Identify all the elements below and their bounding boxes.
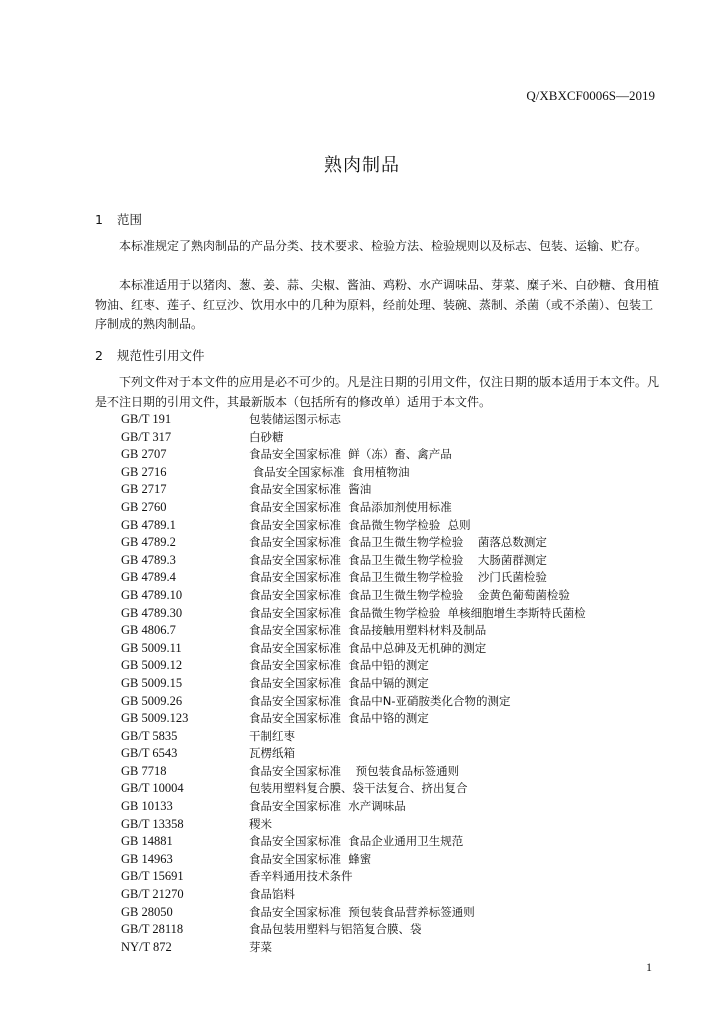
reference-code: GB 5009.12: [121, 658, 183, 673]
reference-item: [121, 464, 586, 482]
reference-item: [121, 517, 586, 535]
reference-code: GB 4789.1: [121, 517, 176, 532]
reference-name: 食品安全国家标准 食品卫生微生物学检验 金黄色葡萄菌检验: [249, 587, 570, 602]
reference-item: [121, 657, 586, 675]
reference-code: GB/T 21270: [121, 887, 184, 902]
reference-code: GB 28050: [121, 904, 173, 919]
reference-name: 食品安全国家标准 水产调味品: [249, 799, 406, 814]
reference-item: [121, 798, 586, 816]
reference-code: GB/T 10004: [121, 781, 184, 796]
reference-name: 食品安全国家标准 食品卫生微生物学检验 大肠菌群测定: [249, 552, 547, 567]
reference-name: 食品安全国家标准 食品微生物学检验 总则: [249, 517, 471, 532]
reference-item: [121, 640, 586, 658]
reference-name: 食品安全国家标准 食品接触用塑料材料及制品: [249, 623, 487, 638]
reference-code: NY/T 872: [121, 939, 172, 954]
reference-item: [121, 605, 586, 623]
reference-name: 食品安全国家标准 蜂蜜: [249, 851, 372, 866]
reference-name: 食品安全国家标准 食品中总砷及无机砷的测定: [249, 640, 487, 655]
reference-code: GB 14881: [121, 834, 173, 849]
reference-code: GB/T 15691: [121, 869, 184, 884]
reference-item: [121, 728, 586, 746]
reference-list: [121, 411, 586, 956]
reference-code: GB 14963: [121, 851, 173, 866]
reference-name: 食品馅料: [249, 887, 295, 902]
reference-code: GB 2760: [121, 499, 167, 514]
reference-code: GB 4789.10: [121, 587, 183, 602]
reference-item: [121, 499, 586, 517]
reference-name: 香辛料通用技术条件: [249, 869, 353, 884]
reference-item: [121, 939, 586, 957]
reference-name: 食品安全国家标准 食品中铅的测定: [249, 658, 429, 673]
reference-item: [121, 763, 586, 781]
reference-code: GB 2717: [121, 482, 167, 497]
section-1-heading: [95, 210, 142, 228]
reference-item: [121, 816, 586, 834]
reference-name: 食品安全国家标准 食品中N-亚硝胺类化合物的测定: [249, 693, 511, 708]
reference-item: [121, 710, 586, 728]
reference-name: 食品安全国家标准 食品卫生微生物学检验 菌落总数测定: [249, 535, 547, 550]
reference-code: GB 4806.7: [121, 623, 176, 638]
reference-item: [121, 622, 586, 640]
reference-item: [121, 921, 586, 939]
reference-code: GB/T 5835: [121, 728, 178, 743]
reference-code: GB/T 13358: [121, 816, 184, 831]
page-number: 1: [646, 960, 652, 974]
reference-code: GB/T 317: [121, 429, 172, 444]
reference-item: [121, 868, 586, 886]
reference-name: 包装储运图示标志: [249, 412, 341, 426]
reference-item: [121, 886, 586, 904]
reference-name: 食品安全国家标准 食品微生物学检验 单核细胞增生李斯特氏菌检: [249, 605, 586, 620]
standard-code: Q/XBXCF0006S—2019: [526, 88, 655, 103]
reference-name: 食品安全国家标准 食品卫生微生物学检验 沙门氏菌检验: [249, 570, 547, 585]
reference-item: [121, 693, 586, 711]
scope-paragraph-2: 本标准适用于以猪肉、葱、姜、蒜、尖椒、酱油、鸡粉、水产调味品、芽菜、糜子米、白砂糖、食用植物油、红枣、莲子、红豆沙、饮用水中的几种为原料，经前处理、装碗、蒸制、杀菌（或不杀菌）、包装工序制成的熟肉制品。: [95, 278, 660, 331]
scope-paragraph-1: 本标准规定了熟肉制品的产品分类、技术要求、检验方法、检验规则以及标志、包装、运输、贮存。: [119, 239, 648, 253]
reference-code: GB 4789.30: [121, 605, 183, 620]
reference-code: GB 2716: [121, 464, 167, 479]
reference-name: 食品安全国家标准 食品中铬的测定: [249, 711, 429, 726]
reference-item: [121, 780, 586, 798]
reference-name: 食品安全国家标准 食品添加剂使用标准: [249, 499, 452, 514]
reference-name: 食品安全国家标准 食品中镉的测定: [249, 675, 429, 690]
reference-code: GB 5009.26: [121, 693, 183, 708]
reference-code: GB/T 28118: [121, 922, 184, 937]
reference-item: [121, 429, 586, 447]
reference-item: [121, 745, 586, 763]
references-intro-paragraph: 下列文件对于本文件的应用是必不可少的。凡是注日期的引用文件，仅注日期的版本适用于本文件。凡是不注日期的引用文件，其最新版本（包括所有的修改单）适用于本文件。: [95, 375, 660, 409]
reference-item: [121, 851, 586, 869]
section-title: 规范性引用文件: [117, 348, 205, 363]
section-number: 2: [95, 348, 103, 363]
reference-code: GB 5009.123: [121, 711, 189, 726]
document-title: 熟肉制品: [324, 155, 400, 176]
reference-item: [121, 552, 586, 570]
reference-code: GB 4789.3: [121, 552, 176, 567]
reference-item: [121, 587, 586, 605]
reference-name: 干制红枣: [249, 728, 295, 743]
reference-name: 食品安全国家标准 预包装食品标签通则: [249, 763, 460, 778]
reference-name: 食品安全国家标准 酱油: [249, 482, 372, 497]
reference-code: GB 5009.11: [121, 640, 182, 655]
reference-name: 食品安全国家标准 食品企业通用卫生规范: [249, 834, 464, 849]
reference-code: GB 2707: [121, 447, 167, 462]
reference-code: GB 5009.15: [121, 675, 183, 690]
reference-code: GB 4789.4: [121, 570, 176, 585]
reference-code: GB/T 191: [121, 412, 172, 426]
reference-code: GB 7718: [121, 763, 167, 778]
reference-item: [121, 833, 586, 851]
section-title: 范围: [117, 212, 143, 227]
reference-item: [121, 534, 586, 552]
reference-code: GB 4789.2: [121, 535, 176, 550]
reference-name: 食品安全国家标准 食用植物油: [249, 464, 410, 479]
reference-name: 食品安全国家标准 鲜（冻）畜、禽产品: [249, 447, 452, 462]
reference-item: [121, 481, 586, 499]
reference-item: [121, 446, 586, 464]
reference-code: GB 10133: [121, 799, 173, 814]
reference-name: 食品安全国家标准 预包装食品营养标签通则: [249, 904, 475, 919]
reference-item: [121, 675, 586, 693]
reference-name: 白砂糖: [249, 429, 284, 444]
reference-item: [121, 904, 586, 922]
reference-name: 稷米: [249, 816, 272, 831]
reference-name: 芽菜: [249, 939, 272, 954]
reference-item: [121, 411, 586, 429]
section-number: 1: [95, 212, 103, 227]
reference-name: 食品包装用塑料与铝箔复合膜、袋: [249, 922, 422, 937]
reference-name: 包装用塑料复合膜、袋干法复合、挤出复合: [249, 781, 468, 796]
reference-item: [121, 569, 586, 587]
reference-code: GB/T 6543: [121, 746, 178, 761]
reference-name: 瓦楞纸箱: [249, 746, 295, 761]
section-2-heading: [95, 346, 205, 364]
